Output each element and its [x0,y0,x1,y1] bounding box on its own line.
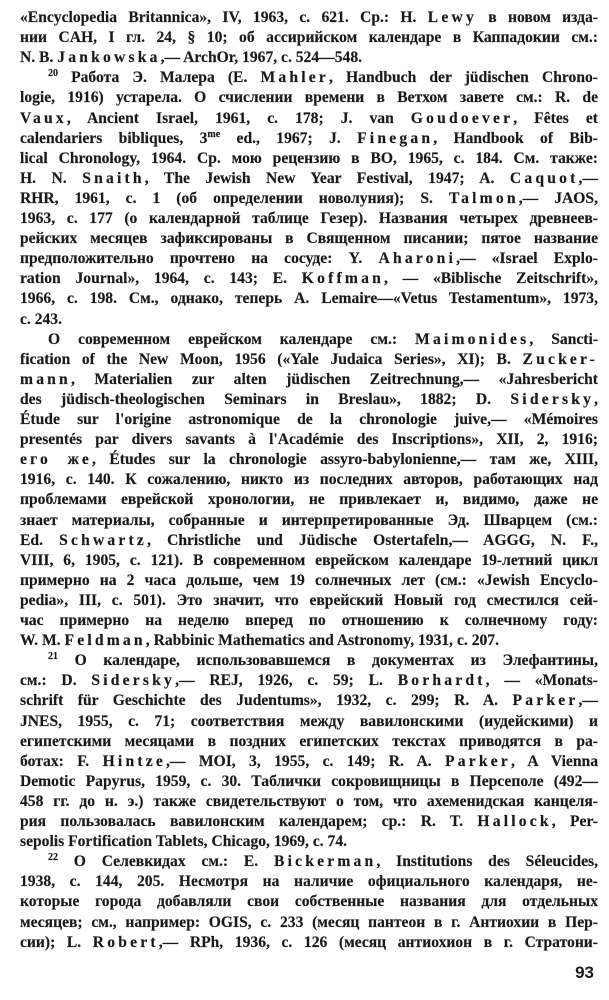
text-line [20,571,598,591]
text-run: , Rabbinic Mathematics and Astronomy, 1931, с. 207. [145,632,499,650]
text-run: «Encyclopedia Britannica», IV, 1963, с. 621. Ср.: H. [20,9,428,26]
author-name: Feldman [64,632,146,650]
text-line [20,933,598,953]
text-run: presentés par divers savants à l'Académie des Inscriptions», XII, 2, 1916; [20,431,598,449]
text-run: ration Journal», 1964, с. 143; E. [20,270,302,288]
text-run: которые города добавляли свои собственные названия для отдельных [20,893,598,911]
text-run: Работа Э. Малера (E. [58,69,261,87]
text-run: О Селевкидах см.: E. [58,853,274,871]
author-name: Robert [92,933,159,951]
text-run: pedia», III, с. 501). Это значит, что еврейский Новый год сместился сей- [20,591,598,609]
text-run: H. N. [20,169,83,187]
text-run: , A Vienna [510,752,598,770]
author-name: Talmon [448,189,519,207]
text-run: египетскими месяцами в поздних египетских текстах приводятся в ра- [20,732,598,750]
text-line [20,772,598,792]
text-line [20,430,598,450]
text-run: des jüdisch-theologischen Seminars in Breslau», 1882; D. [20,390,511,408]
text-run: JNES, 1955, с. 71; соответствия между вавилонскими (иудейскими) и [20,712,598,730]
text-line [20,470,598,490]
text-line [20,8,598,28]
author-name: Parker [512,692,579,710]
text-run: N. B. [20,49,58,67]
text-line [20,913,598,933]
text-run: час примерно на неделю вперед по отношению к солнечному году: [20,612,598,629]
author-name: Koffman [301,270,384,288]
text-run: , Handbook of Bib- [433,129,598,147]
text-line [20,390,598,410]
author-name: Lewy [427,9,477,26]
author-name: Maimonides [415,330,530,348]
text-line [20,209,598,229]
text-run: Étude sur l'origine astronomique de la chronologie juive,— «Mémoires [20,411,598,428]
text-run: 1966, с. 198. См., однако, теперь A. Lemaire—«Vetus Testamentum», 1973, [20,290,598,308]
author-name: Hallock [477,813,552,830]
text-run: W. M. [20,632,65,650]
text-run: ed., 1967; J. [220,129,358,147]
text-run: , Christliche und Jüdische Ostertafeln,— AGGG, N. F., [147,531,599,549]
text-run: ,— JAOS, [518,189,598,207]
text-run: , Materialien zur alten jüdischen Zeitrechnung,— «Jahresbericht [70,370,598,388]
author-name: Schwartz [59,531,148,549]
text-run: , The Jewish New Year Festival, 1947; A. [144,169,510,187]
text-run: ,— MOI, 3, 1955, с. 149; R. A. [165,752,446,770]
text-line [20,732,598,752]
text-run: ,— [578,692,598,710]
text-run: ,— REJ, 1926, с. 59; L. [175,672,398,690]
text-line [20,691,598,711]
text-run: , — «Monats- [485,672,598,690]
text-run: О календаре, использовавшемся в документах из Элефантины, [58,652,598,670]
text-run: , Sancti- [529,330,599,348]
text-line [20,129,598,149]
text-run: , Institutions des Séleucides, [376,853,598,871]
text-run: знает материалы, собранные и интерпретированные Эд. Шварцем (см.: [20,511,598,529]
text-run: в новом изда- [476,9,598,26]
text-run: рейских месяцев зафиксированы в Священном писании; пятое название [20,230,598,248]
footnote-marker: 21 [48,651,58,663]
author-name: Goudoever [410,109,514,127]
text-line [20,410,598,430]
text-run: 1963, с. 177 (о календарной таблице Гезер). Названия четырех древнеев- [20,210,598,227]
author-name: его же [20,451,93,469]
text-run: logie, 1916) устарела. О счислении времени в Ветхом завете см.: R. de [20,89,598,107]
text-line [20,169,598,189]
text-run: VIII, 6, 1905, с. 121). В современном еврейском календаре 19-летний цикл [20,551,598,569]
text-line [20,792,598,812]
text-line [20,370,598,390]
text-line [20,832,598,852]
text-run: , Ancient Israel, 1961, с. 178; J. van [66,109,411,127]
text-line [20,511,598,531]
text-line [20,631,598,651]
text-line [20,269,598,289]
author-name: Aharoni [378,250,457,268]
text-run: рия пользовалась вавилонским календарем; ср.: R. T. [20,813,478,830]
text-run: ,— RPh, 1936, с. 126 (месяц антиохион в г. Стратони- [158,933,598,951]
text-line [20,28,598,48]
text-line [20,872,598,892]
text-run: , Fêtes et [513,109,598,127]
text-run: schrift für Geschichte des Judentums», 1932, с. 299; R. A. [20,692,513,710]
text-run: 1938, с. 144, 205. Несмотря на наличие официального календаря, не- [20,873,598,891]
text-line [20,350,598,370]
text-line [48,852,598,872]
text-run: 1916, с. 140. К сожалению, никто из последних авторов, работающих над [20,471,598,489]
author-name: Zucker- [522,350,598,368]
text-line [20,892,598,912]
author-name: Sidersky [510,390,595,408]
author-name: Parker [445,752,511,770]
author-name: Bickerman [273,853,377,871]
text-line [20,712,598,732]
text-run: сии); L. [20,933,93,951]
text-line [20,149,598,169]
text-run: с. 243. [20,310,63,328]
text-line [20,490,598,510]
text-line [20,551,598,571]
text-run: ,— «Israel Explo- [456,250,598,268]
author-name: Sidersky [91,672,176,690]
text-run: lical Chronology, 1964. Ср. мою рецензию в BO, 1965, с. 184. См. также: [20,149,598,167]
text-run: проблемами еврейской хронологии, не привлекает и, видимо, даже не [20,491,598,509]
author-name: Vaux [20,109,67,127]
text-run: ,— [578,169,599,187]
text-line [48,651,598,671]
text-line [20,450,598,470]
author-name: mann [20,370,71,388]
text-run: О современном еврейском календаре см.: [48,330,416,348]
text-line [20,591,598,611]
text-run: , — «Biblische Zeitschrift», [383,270,599,288]
author-name: Hintze [102,752,166,770]
text-line [48,330,598,350]
text-line [20,289,598,309]
text-line [48,68,598,88]
text-line [20,611,598,631]
text-run: , Études sur la chronologie assyro-babylonienne,— там же, XIII, [92,451,598,469]
text-run: sepolis Fortification Tablets, Chicago, 1969, с. 74. [20,833,348,851]
text-run: , Handbuch der jüdischen Chrono- [329,69,598,87]
text-run: 458 гг. до н. э.) также свидетельствуют о том, что ахеменидская канцеля- [20,792,598,810]
author-name: Mahler [260,69,330,87]
text-line [20,310,598,330]
text-run: месяцев; см., например: OGIS, с. 233 (месяц пантеон в г. Антиохии в Пер- [20,913,598,931]
author-name: Borhardt [397,672,486,690]
text-line [20,812,598,832]
text-run: Ed. [20,531,60,549]
text-run: calendariers bibliques, 3 [20,129,208,147]
text-line [20,249,598,269]
author-name: Caquot [509,169,579,187]
text-line [20,229,598,249]
text-run: , [594,390,598,408]
footnote-marker: 20 [48,68,58,80]
footnote-marker: 22 [48,852,58,864]
author-name: Finegan [357,129,434,147]
text-run: нии CAH, I гл. 24, § 10; об ассирийском календаре в Каппадокии см.: [20,29,598,47]
text-line [20,752,598,772]
author-name: Jankowska [57,49,161,67]
text-run: см.: D. [20,672,92,690]
text-line [20,48,598,68]
text-run: ,— ArchOr, 1967, с. 524—548. [160,49,363,67]
text-run: fication of the New Moon, 1956 («Yale Judaica Series», XI); B. [20,350,523,368]
text-run: Demotic Papyrus, 1959, с. 30. Таблички сокровищницы в Персеполе (492— [20,772,598,790]
text-run: предположительно прочтено на сосуде: Y. [20,250,379,268]
text-run: примерно на 2 часа дольше, чем 19 солнечных лет (см.: «Jewish Encyclo- [20,571,598,589]
text-run: , Per- [551,813,598,830]
author-name: Snaith [82,169,145,187]
text-line [20,189,598,209]
text-line [20,109,598,129]
text-line [20,88,598,108]
text-line [20,531,598,551]
footnote-marker: me [207,128,221,140]
text-run: RHR, 1961, с. 1 (об определении новолуния); S. [20,189,449,207]
page-number: 93 [575,963,594,982]
text-line [20,671,598,691]
text-run: ботах: F. [20,752,103,770]
